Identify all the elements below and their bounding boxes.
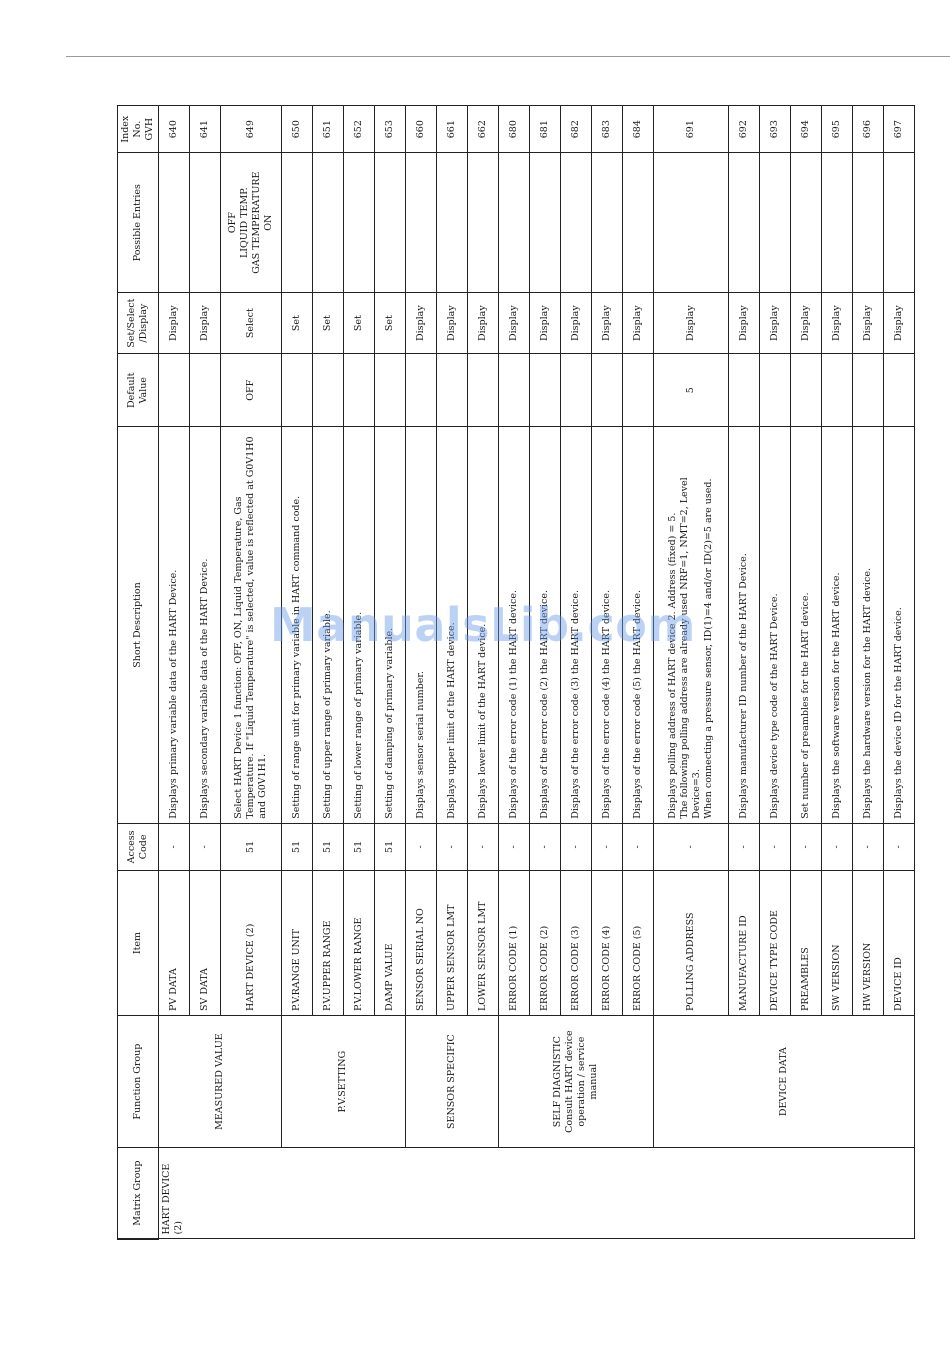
index-no-cell: 691 <box>653 106 728 153</box>
set-select-display-cell: Display <box>591 293 622 354</box>
function-group-measured-value: MEASURED VALUE <box>158 1016 281 1148</box>
possible-entries-cell <box>467 153 498 293</box>
possible-entries-cell <box>560 153 591 293</box>
index-no-cell: 681 <box>529 106 560 153</box>
default-value-cell <box>405 354 436 427</box>
set-select-display-cell: Display <box>560 293 591 354</box>
index-no-cell: 660 <box>405 106 436 153</box>
index-no-cell: 641 <box>189 106 220 153</box>
function-group-device-data: DEVICE DATA <box>653 1016 914 1148</box>
table-row <box>405 106 436 1240</box>
set-select-display-cell: Display <box>622 293 653 354</box>
default-value-cell <box>436 354 467 427</box>
set-select-display-cell: Display <box>821 293 852 354</box>
set-select-display-cell: Display <box>852 293 883 354</box>
short-description-cell: Displays the device ID for the HART device. <box>883 427 914 823</box>
default-value-cell: 5 <box>653 354 728 427</box>
access-code-cell: - <box>591 823 622 870</box>
short-description-cell: Displays primary variable data of the HART Device. <box>158 427 189 823</box>
short-description-cell: Displays lower limit of the HART device. <box>467 427 498 823</box>
item-cell: P.V.UPPER RANGE <box>312 871 343 1016</box>
header-function-group: Function Group <box>118 1016 159 1148</box>
possible-entries-cell <box>405 153 436 293</box>
access-code-cell: - <box>883 823 914 870</box>
possible-entries-cell <box>622 153 653 293</box>
default-value-cell <box>312 354 343 427</box>
item-cell: ERROR CODE (2) <box>529 871 560 1016</box>
short-description-cell: Displays sensor serial number. <box>405 427 436 823</box>
access-code-cell: - <box>498 823 529 870</box>
index-no-cell: 683 <box>591 106 622 153</box>
default-value-cell <box>622 354 653 427</box>
default-value-cell <box>189 354 220 427</box>
access-code-cell: - <box>790 823 821 870</box>
function-group-self-diagnostic: SELF DIAGNISTIC Consult HART device operation / service manual <box>498 1016 653 1148</box>
index-no-cell: 662 <box>467 106 498 153</box>
header-default-value: Default Value <box>118 354 159 427</box>
possible-entries-cell <box>728 153 759 293</box>
short-description-cell: Displays of the error code (1) the HART device. <box>498 427 529 823</box>
index-no-cell: 694 <box>790 106 821 153</box>
default-value-cell <box>883 354 914 427</box>
short-description-cell: Setting of lower range of primary variable. <box>343 427 374 823</box>
index-no-cell: 693 <box>759 106 790 153</box>
short-description-cell: Displays upper limit of the HART device. <box>436 427 467 823</box>
matrix-group-cell: HART DEVICE (2) <box>158 1148 914 1239</box>
default-value-cell <box>343 354 374 427</box>
watermark: ManualsLib.com <box>270 598 696 652</box>
index-no-cell: 680 <box>498 106 529 153</box>
index-no-cell: 651 <box>312 106 343 153</box>
item-cell: HW VERSION <box>852 871 883 1016</box>
item-cell: POLLING ADDRESS <box>653 871 728 1016</box>
item-cell: P.V.RANGE UNIT <box>281 871 312 1016</box>
possible-entries-cell <box>821 153 852 293</box>
access-code-cell: 51 <box>220 823 281 870</box>
item-cell: DEVICE TYPE CODE <box>759 871 790 1016</box>
set-select-display-cell: Display <box>498 293 529 354</box>
item-cell: UPPER SENSOR LMT <box>436 871 467 1016</box>
default-value-cell <box>467 354 498 427</box>
item-cell: ERROR CODE (1) <box>498 871 529 1016</box>
short-description-cell: Displays secondary variable data of the HART Device. <box>189 427 220 823</box>
header-matrix-group: Matrix Group <box>118 1148 159 1239</box>
header-possible-entries: Possible Entries <box>118 153 159 293</box>
short-description-cell: Set number of preambles for the HART device. <box>790 427 821 823</box>
possible-entries-cell <box>529 153 560 293</box>
header-rule <box>66 56 950 57</box>
access-code-cell: - <box>436 823 467 870</box>
table-row <box>498 106 529 1240</box>
access-code-cell: 51 <box>343 823 374 870</box>
item-cell: MANUFACTURE ID <box>728 871 759 1016</box>
short-description-cell: Displays of the error code (5) the HART device. <box>622 427 653 823</box>
table-row <box>158 106 189 1240</box>
item-cell: ERROR CODE (4) <box>591 871 622 1016</box>
short-description-cell: Displays the hardware version for the HART device. <box>852 427 883 823</box>
index-no-cell: 695 <box>821 106 852 153</box>
default-value-cell <box>728 354 759 427</box>
possible-entries-cell <box>436 153 467 293</box>
item-cell: PREAMBLES <box>790 871 821 1016</box>
item-cell: ERROR CODE (5) <box>622 871 653 1016</box>
index-no-cell: 661 <box>436 106 467 153</box>
header-access-code: Access Code <box>118 823 159 870</box>
short-description-cell: Setting of damping of primary variable. <box>374 427 405 823</box>
default-value-cell: OFF <box>220 354 281 427</box>
table-body <box>158 106 914 1240</box>
possible-entries-cell <box>312 153 343 293</box>
access-code-cell: - <box>529 823 560 870</box>
rotated-table-container <box>117 105 904 1240</box>
access-code-cell: - <box>158 823 189 870</box>
item-cell: LOWER SENSOR LMT <box>467 871 498 1016</box>
header-set-select-display: Set/Select /Display <box>118 293 159 354</box>
possible-entries-cell <box>374 153 405 293</box>
short-description-cell: Displays of the error code (3) the HART device. <box>560 427 591 823</box>
table-header-row <box>118 106 159 1240</box>
possible-entries-cell <box>852 153 883 293</box>
short-description-cell: Select HART Device 1 function: OFF, ON, Liquid Temperature, Gas Temperature. If "Liquid Temperature" is selected, value is reflected at G0V1H0 and G0V1H1. <box>220 427 281 823</box>
item-cell: SW VERSION <box>821 871 852 1016</box>
set-select-display-cell: Select <box>220 293 281 354</box>
possible-entries-cell <box>189 153 220 293</box>
item-cell: PV DATA <box>158 871 189 1016</box>
short-description-cell: Setting of upper range of primary variable. <box>312 427 343 823</box>
access-code-cell: - <box>852 823 883 870</box>
set-select-display-cell: Display <box>189 293 220 354</box>
item-cell: ERROR CODE (3) <box>560 871 591 1016</box>
set-select-display-cell: Set <box>281 293 312 354</box>
index-no-cell: 653 <box>374 106 405 153</box>
possible-entries-cell: OFF LIQUID TEMP. GAS TEMPERATURE ON <box>220 153 281 293</box>
set-select-display-cell: Display <box>529 293 560 354</box>
header-index-no: Index No. GVH <box>118 106 159 153</box>
set-select-display-cell: Display <box>653 293 728 354</box>
possible-entries-cell <box>790 153 821 293</box>
default-value-cell <box>158 354 189 427</box>
access-code-cell: - <box>728 823 759 870</box>
set-select-display-cell: Display <box>158 293 189 354</box>
possible-entries-cell <box>591 153 622 293</box>
access-code-cell: 51 <box>312 823 343 870</box>
default-value-cell <box>821 354 852 427</box>
item-cell: DAMP VALUE <box>374 871 405 1016</box>
short-description-cell: Setting of range unit for primary variable in HART command code. <box>281 427 312 823</box>
short-description-cell: Displays polling address of HART device 2. Address (fixed) = 5. The following polling address are already used NRF=1, NMT=2, Level Device=3. When connecting a pressure sensor, ID(1)=4 and/or ID(2)=5 are used. <box>653 427 728 823</box>
access-code-cell: - <box>405 823 436 870</box>
access-code-cell: - <box>653 823 728 870</box>
table-row <box>281 106 312 1240</box>
index-no-cell: 649 <box>220 106 281 153</box>
possible-entries-cell <box>343 153 374 293</box>
access-code-cell: - <box>821 823 852 870</box>
access-code-cell: - <box>622 823 653 870</box>
function-group-pv-setting: P.V.SETTING <box>281 1016 405 1148</box>
index-no-cell: 650 <box>281 106 312 153</box>
possible-entries-cell <box>653 153 728 293</box>
default-value-cell <box>374 354 405 427</box>
index-no-cell: 652 <box>343 106 374 153</box>
default-value-cell <box>281 354 312 427</box>
possible-entries-cell <box>883 153 914 293</box>
access-code-cell: - <box>759 823 790 870</box>
index-no-cell: 682 <box>560 106 591 153</box>
item-cell: DEVICE ID <box>883 871 914 1016</box>
index-no-cell: 692 <box>728 106 759 153</box>
default-value-cell <box>852 354 883 427</box>
short-description-cell: Displays device type code of the HART Device. <box>759 427 790 823</box>
default-value-cell <box>790 354 821 427</box>
header-short-description: Short Description <box>118 427 159 823</box>
set-select-display-cell: Set <box>312 293 343 354</box>
short-description-cell: Displays of the error code (2) the HART device. <box>529 427 560 823</box>
default-value-cell <box>529 354 560 427</box>
item-cell: HART DEVICE (2) <box>220 871 281 1016</box>
item-cell: SENSOR SERIAL NO <box>405 871 436 1016</box>
item-cell: SV DATA <box>189 871 220 1016</box>
set-select-display-cell: Set <box>343 293 374 354</box>
possible-entries-cell <box>158 153 189 293</box>
set-select-display-cell: Display <box>436 293 467 354</box>
index-no-cell: 640 <box>158 106 189 153</box>
set-select-display-cell: Display <box>790 293 821 354</box>
header-item: Item <box>118 871 159 1016</box>
short-description-cell: Displays of the error code (4) the HART device. <box>591 427 622 823</box>
access-code-cell: - <box>189 823 220 870</box>
possible-entries-cell <box>498 153 529 293</box>
set-select-display-cell: Set <box>374 293 405 354</box>
index-no-cell: 697 <box>883 106 914 153</box>
default-value-cell <box>759 354 790 427</box>
possible-entries-cell <box>281 153 312 293</box>
short-description-cell: Displays manufacturer ID number of the HART Device. <box>728 427 759 823</box>
table-row <box>653 106 728 1240</box>
item-cell: P.V.LOWER RANGE <box>343 871 374 1016</box>
default-value-cell <box>498 354 529 427</box>
access-code-cell: 51 <box>281 823 312 870</box>
set-select-display-cell: Display <box>728 293 759 354</box>
short-description-cell: Displays the software version for the HART device. <box>821 427 852 823</box>
default-value-cell <box>560 354 591 427</box>
set-select-display-cell: Display <box>759 293 790 354</box>
default-value-cell <box>591 354 622 427</box>
hart-device-matrix-table <box>117 105 915 1240</box>
set-select-display-cell: Display <box>467 293 498 354</box>
access-code-cell: - <box>560 823 591 870</box>
access-code-cell: 51 <box>374 823 405 870</box>
index-no-cell: 696 <box>852 106 883 153</box>
possible-entries-cell <box>759 153 790 293</box>
set-select-display-cell: Display <box>883 293 914 354</box>
function-group-sensor-specific: SENSOR SPECIFIC <box>405 1016 498 1148</box>
access-code-cell: - <box>467 823 498 870</box>
index-no-cell: 684 <box>622 106 653 153</box>
set-select-display-cell: Display <box>405 293 436 354</box>
